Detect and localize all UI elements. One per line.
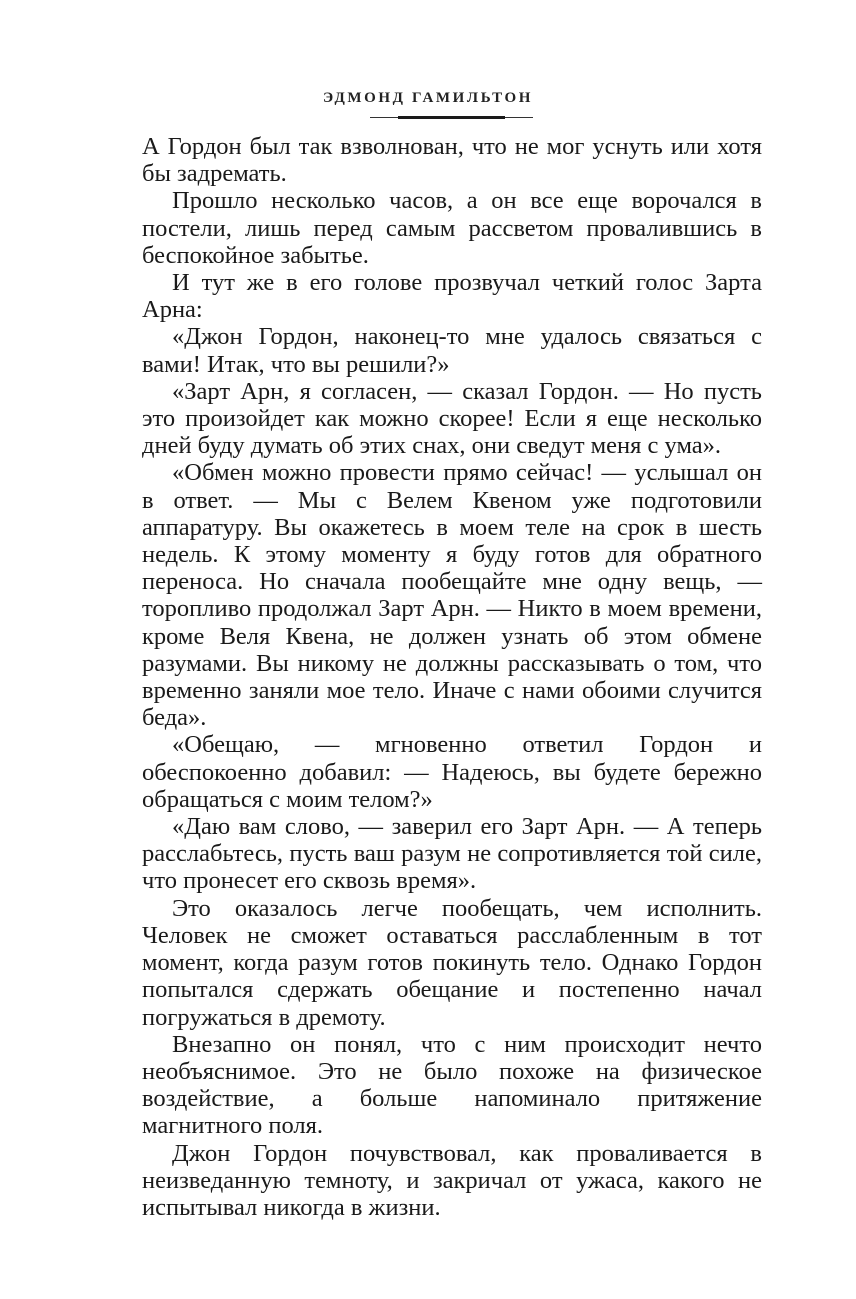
- paragraph: И тут же в его голове прозвучал четкий голос Зарта Арна:: [142, 269, 762, 324]
- paragraph: Это оказалось легче пообещать, чем исполнить. Человек не сможет оставаться расслабленным в тот момент, когда разум готов покинуть тело. Однако Гордон попытался сдержать обещание и постепенно начал погружаться в дремоту.: [142, 894, 762, 1031]
- paragraph: Внезапно он понял, что с ним происходит нечто необъяснимое. Это не было похоже на физическое воздействие, а больше напоминало притяжение магнитного поля.: [142, 1030, 762, 1140]
- paragraph: «Обмен можно провести прямо сейчас! — услышал он в ответ. — Мы с Велем Квеном уже подготовили аппаратуру. Вы окажетесь в моем теле на срок в шесть недель. К этому моменту я буду готов для обратного переноса. Но сначала пообещайте мне одну вещь, — торопливо продолжал Зарт Арн. — Никто в моем времени, кроме Веля Квена, не должен узнать об этом обмене разумами. Вы никому не должны рассказывать о том, что временно заняли мое тело. Иначе с нами обоими случится беда».: [142, 459, 762, 732]
- paragraph: «Даю вам слово, — заверил его Зарт Арн. — А теперь расслабьтесь, пусть ваш разум не сопротивляется той силе, что пронесет его сквозь время».: [142, 813, 762, 895]
- paragraph: «Зарт Арн, я согласен, — сказал Гордон. — Но пусть это произойдет как можно скорее! Если я еще несколько дней буду думать об этих снах, они сведут меня с ума».: [142, 377, 762, 460]
- paragraph: А Гордон был так взволнован, что не мог уснуть или хотя бы задремать.: [142, 133, 762, 188]
- running-head-title: ЭДМОНД ГАМИЛЬТОН: [322, 90, 534, 106]
- paragraph: «Джон Гордон, наконец-то мне удалось связаться с вами! Итак, что вы решили?»: [142, 323, 762, 378]
- paragraph: Джон Гордон почувствовал, как проваливается в неизведанную темноту, и закричал от ужаса, какого не испытывал никогда в жизни.: [142, 1139, 762, 1221]
- body-text: [142, 133, 762, 1221]
- paragraph: Прошло несколько часов, а он все еще ворочался в постели, лишь перед самым рассветом провалившись в беспокойное забытье.: [142, 187, 762, 269]
- header-rule-accent: [398, 116, 505, 119]
- paragraph: «Обещаю, — мгновенно ответил Гордон и обеспокоенно добавил: — Надеюсь, вы будете бережно обращаться с моим телом?»: [142, 731, 762, 813]
